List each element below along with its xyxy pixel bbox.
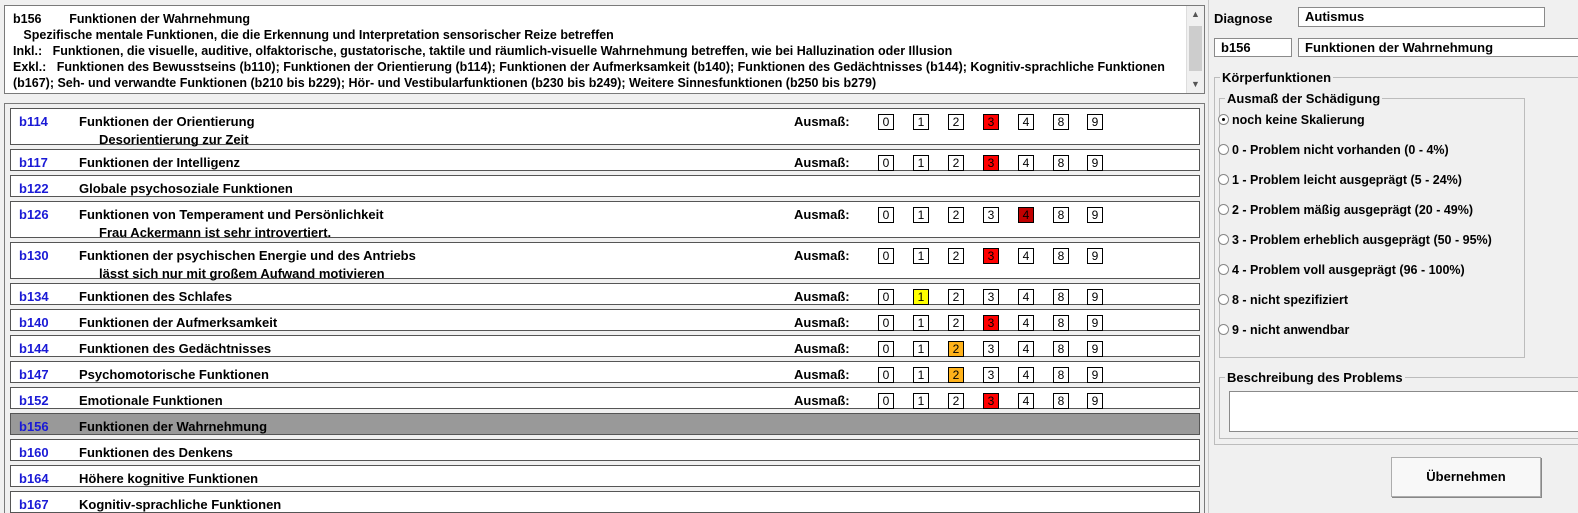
scale-box-0[interactable]: 0 [878, 207, 894, 223]
radio-label: 3 - Problem erheblich ausgeprägt (50 - 95%) [1232, 233, 1492, 247]
problem-description-input[interactable] [1229, 391, 1578, 432]
list-item[interactable] [10, 283, 1200, 305]
scale-box-0[interactable]: 0 [878, 289, 894, 305]
row-title: Funktionen der Orientierung [79, 114, 255, 129]
scale-box-8[interactable]: 8 [1053, 393, 1069, 409]
scale-box-3[interactable]: 3 [983, 155, 999, 171]
scale-box-2[interactable]: 2 [948, 341, 964, 357]
severity-radio-2[interactable] [1218, 173, 1462, 187]
scale-box-8[interactable]: 8 [1053, 248, 1069, 264]
ausmass-label: Ausmaß: [794, 289, 850, 304]
scale-box-4[interactable]: 4 [1018, 207, 1034, 223]
row-code: b167 [19, 497, 49, 512]
row-note: Frau Ackermann ist sehr introvertiert. [99, 225, 332, 240]
scale-box-2[interactable]: 2 [948, 367, 964, 383]
ausmass-label: Ausmaß: [794, 114, 850, 129]
scale-box-9[interactable]: 9 [1087, 248, 1103, 264]
scale-box-8[interactable]: 8 [1053, 289, 1069, 305]
radio-unchecked-icon[interactable] [1218, 294, 1229, 305]
row-code: b160 [19, 445, 49, 460]
list-item[interactable] [10, 149, 1200, 171]
row-code: b134 [19, 289, 49, 304]
beschreibung-label: Beschreibung des Problems [1227, 370, 1403, 385]
scale-box-2[interactable]: 2 [948, 114, 964, 130]
scale-box-3[interactable]: 3 [983, 341, 999, 357]
scale-box-1[interactable]: 1 [913, 289, 929, 305]
scroll-thumb[interactable] [1189, 26, 1202, 71]
row-title: Funktionen des Schlafes [79, 289, 233, 304]
scale-box-3[interactable]: 3 [983, 289, 999, 305]
row-note: lässt sich nur mit großem Aufwand motivieren [99, 266, 385, 281]
row-code: b140 [19, 315, 49, 330]
scale-box-9[interactable]: 9 [1087, 155, 1103, 171]
list-item[interactable] [10, 465, 1200, 487]
scale-box-2[interactable]: 2 [948, 289, 964, 305]
list-item[interactable] [10, 242, 1200, 279]
function-list [4, 103, 1205, 513]
scale-box-9[interactable]: 9 [1087, 341, 1103, 357]
radio-label: 4 - Problem voll ausgeprägt (96 - 100%) [1232, 263, 1465, 277]
row-title: Höhere kognitive Funktionen [79, 471, 259, 486]
severity-radio-4[interactable] [1218, 233, 1492, 247]
scale-box-9[interactable]: 9 [1087, 393, 1103, 409]
scale-box-2[interactable]: 2 [948, 393, 964, 409]
scale-box-4[interactable]: 4 [1018, 315, 1034, 331]
list-item[interactable] [10, 361, 1200, 383]
ausmass-label: Ausmaß: [794, 367, 850, 382]
diagnose-label: Diagnose [1214, 11, 1273, 26]
title-field[interactable]: Funktionen der Wahrnehmung [1298, 38, 1578, 57]
radio-label: 0 - Problem nicht vorhanden (0 - 4%) [1232, 143, 1449, 157]
radio-unchecked-icon[interactable] [1218, 174, 1229, 185]
scale-box-8[interactable]: 8 [1053, 207, 1069, 223]
severity-radio-0[interactable] [1218, 113, 1365, 127]
row-title: Funktionen der Intelligenz [79, 155, 241, 170]
radio-unchecked-icon[interactable] [1218, 234, 1229, 245]
scale-box-3[interactable]: 3 [983, 114, 999, 130]
radio-label: 1 - Problem leicht ausgeprägt (5 - 24%) [1232, 173, 1462, 187]
scale-box-1[interactable]: 1 [913, 248, 929, 264]
ausmass-label: Ausmaß: [794, 341, 850, 356]
row-title: Emotionale Funktionen [79, 393, 223, 408]
scale-box-3[interactable]: 3 [983, 367, 999, 383]
scale-box-9[interactable]: 9 [1087, 367, 1103, 383]
scale-box-8[interactable]: 8 [1053, 367, 1069, 383]
list-item[interactable] [10, 387, 1200, 409]
scale-box-9[interactable]: 9 [1087, 114, 1103, 130]
scale-box-9[interactable]: 9 [1087, 289, 1103, 305]
row-title: Funktionen der Wahrnehmung [79, 419, 268, 434]
scroll-up-icon[interactable]: ▲ [1191, 9, 1200, 19]
scale-box-4[interactable]: 4 [1018, 155, 1034, 171]
row-code: b147 [19, 367, 49, 382]
scale-box-2[interactable]: 2 [948, 155, 964, 171]
row-code: b126 [19, 207, 49, 222]
row-title: Funktionen der psychischen Energie und des Antriebs [79, 248, 416, 263]
scale-box-1[interactable]: 1 [913, 315, 929, 331]
description-panel[interactable] [4, 5, 1205, 94]
row-title: Funktionen des Denkens [79, 445, 233, 460]
scale-box-0[interactable]: 0 [878, 155, 894, 171]
scale-box-2[interactable]: 2 [948, 207, 964, 223]
description-scrollbar[interactable] [1186, 6, 1204, 93]
radio-unchecked-icon[interactable] [1218, 204, 1229, 215]
scale-box-8[interactable]: 8 [1053, 341, 1069, 357]
scale-box-1[interactable]: 1 [913, 114, 929, 130]
ausmass-label: Ausmaß: [794, 207, 850, 222]
scale-box-4[interactable]: 4 [1018, 393, 1034, 409]
severity-radio-3[interactable] [1218, 203, 1473, 217]
ausmass-label: Ausmaß: [794, 248, 850, 263]
row-code: b144 [19, 341, 49, 356]
list-item[interactable] [10, 413, 1200, 435]
scale-box-0[interactable]: 0 [878, 315, 894, 331]
list-item[interactable] [10, 108, 1200, 145]
row-code: b114 [19, 114, 48, 129]
radio-unchecked-icon[interactable] [1218, 144, 1229, 155]
scale-box-8[interactable]: 8 [1053, 155, 1069, 171]
scale-box-3[interactable]: 3 [983, 207, 999, 223]
severity-radio-1[interactable] [1218, 143, 1449, 157]
radio-label: 9 - nicht anwendbar [1232, 323, 1350, 337]
diagnose-field[interactable]: Autismus [1298, 7, 1545, 27]
list-item[interactable] [10, 439, 1200, 461]
list-item[interactable] [10, 491, 1200, 513]
radio-label: 2 - Problem mäßig ausgeprägt (20 - 49%) [1232, 203, 1474, 217]
scale-box-4[interactable]: 4 [1018, 248, 1034, 264]
detail-panel [1208, 0, 1578, 513]
row-note: Desorientierung zur Zeit [99, 132, 249, 147]
radio-label: noch keine Skalierung [1232, 113, 1365, 127]
ausmass-label: Ausmaß: [794, 155, 850, 170]
row-code: b152 [19, 393, 49, 408]
scroll-down-icon[interactable]: ▼ [1191, 79, 1200, 89]
scale-box-3[interactable]: 3 [983, 393, 999, 409]
list-item[interactable] [10, 335, 1200, 357]
scale-box-2[interactable]: 2 [948, 315, 964, 331]
scale-box-1[interactable]: 1 [913, 341, 929, 357]
list-item[interactable] [10, 175, 1200, 197]
radio-unchecked-icon[interactable] [1218, 324, 1229, 335]
scale-box-4[interactable]: 4 [1018, 367, 1034, 383]
row-code: b164 [19, 471, 49, 486]
row-code: b156 [19, 419, 49, 434]
scale-box-0[interactable]: 0 [878, 248, 894, 264]
radio-checked-icon[interactable] [1218, 114, 1229, 125]
scale-box-0[interactable]: 0 [878, 341, 894, 357]
row-title: Kognitiv-sprachliche Funktionen [79, 497, 282, 512]
row-code: b130 [19, 248, 49, 263]
scale-box-0[interactable]: 0 [878, 367, 894, 383]
row-title: Funktionen des Gedächtnisses [79, 341, 272, 356]
scale-box-1[interactable]: 1 [913, 393, 929, 409]
apply-button[interactable]: Übernehmen [1391, 457, 1541, 497]
scale-box-1[interactable]: 1 [913, 155, 929, 171]
scale-box-9[interactable]: 9 [1087, 207, 1103, 223]
severity-radio-5[interactable] [1218, 263, 1465, 277]
scale-box-1[interactable]: 1 [913, 207, 929, 223]
scale-box-8[interactable]: 8 [1053, 315, 1069, 331]
row-code: b122 [19, 181, 49, 196]
row-code: b117 [19, 155, 48, 170]
scale-box-1[interactable]: 1 [913, 367, 929, 383]
scale-box-0[interactable]: 0 [878, 393, 894, 409]
list-item[interactable] [10, 309, 1200, 331]
list-item[interactable] [10, 201, 1200, 238]
scale-box-4[interactable]: 4 [1018, 289, 1034, 305]
severity-radio-7[interactable] [1218, 323, 1349, 337]
row-title: Funktionen von Temperament und Persönlichkeit [79, 207, 384, 222]
scale-box-3[interactable]: 3 [983, 315, 999, 331]
description-text: b156 Funktionen der Wahrnehmung Spezifische mentale Funktionen, die die Erkennung und Interpretation sensorischer Reize betreffen Inkl.: Funktionen, die visuelle, auditive, olfaktorische, gustatorische, taktile und räumlich-visuelle Wahrnehmung betreffen, wie bei Halluzination oder Illusion Exkl.: Funktionen des Bewusstseins (b110); Funktionen der Orientierung (b114); Funktionen der Aufmerksamkeit (b140); Funktionen des Gedächtnisses (b144); Kognitiv-sprachliche Funktionen (b167); Seh- und verwandte Funktionen (b210 bis b229); Hör- und Vestibularfunktionen (b230 bis b249); Weitere Sinnesfunktionen (b250 bis b279) [13, 12, 1165, 90]
scale-box-0[interactable]: 0 [878, 114, 894, 130]
scale-box-4[interactable]: 4 [1018, 114, 1034, 130]
severity-radio-6[interactable] [1218, 293, 1348, 307]
scale-box-8[interactable]: 8 [1053, 114, 1069, 130]
radio-unchecked-icon[interactable] [1218, 264, 1229, 275]
code-field[interactable]: b156 [1214, 38, 1292, 57]
scale-box-9[interactable]: 9 [1087, 315, 1103, 331]
ausmass-label: Ausmaß: [794, 315, 850, 330]
ausmass-group [1219, 98, 1525, 358]
ausmass-label: Ausmaß: [794, 393, 850, 408]
scale-box-3[interactable]: 3 [983, 248, 999, 264]
ausmass-label: Ausmaß der Schädigung [1227, 91, 1381, 106]
radio-label: 8 - nicht spezifiziert [1232, 293, 1348, 307]
scale-box-2[interactable]: 2 [948, 248, 964, 264]
koerperfunktionen-label: Körperfunktionen [1222, 70, 1332, 85]
scale-box-4[interactable]: 4 [1018, 341, 1034, 357]
row-title: Funktionen der Aufmerksamkeit [79, 315, 278, 330]
row-title: Psychomotorische Funktionen [79, 367, 269, 382]
row-title: Globale psychosoziale Funktionen [79, 181, 293, 196]
